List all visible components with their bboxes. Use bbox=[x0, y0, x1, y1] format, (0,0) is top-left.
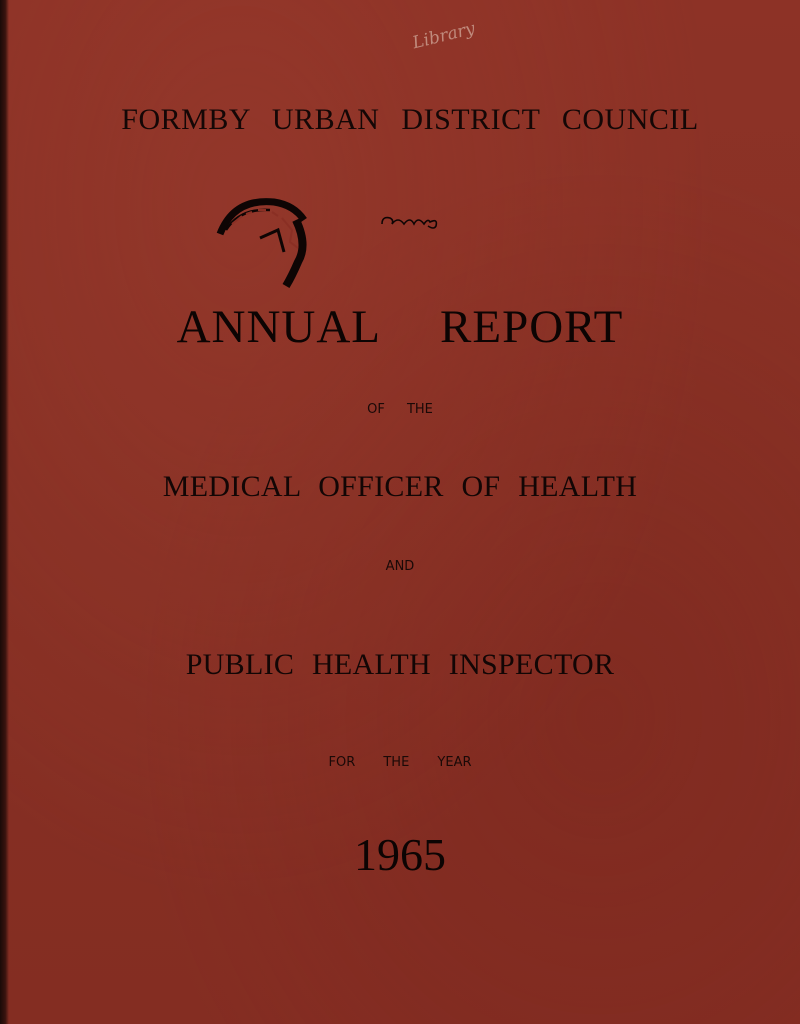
public-health-inspector-title: PUBLIC HEALTH INSPECTOR bbox=[185, 648, 615, 681]
scroll-ornament-icon bbox=[378, 212, 440, 232]
medical-officer-title: MEDICAL OFFICER OF HEALTH bbox=[162, 470, 638, 503]
handwritten-note: Library bbox=[410, 18, 478, 54]
connector-of-the: OF THE bbox=[367, 402, 433, 417]
report-title: ANNUAL REPORT bbox=[176, 301, 624, 353]
report-year: 1965 bbox=[354, 829, 446, 880]
connector-and: AND bbox=[385, 559, 415, 574]
council-crest-icon bbox=[212, 190, 312, 290]
council-title: FORMBY URBAN DISTRICT COUNCIL bbox=[121, 103, 699, 136]
connector-for-the-year: FOR THE YEAR bbox=[328, 755, 472, 770]
